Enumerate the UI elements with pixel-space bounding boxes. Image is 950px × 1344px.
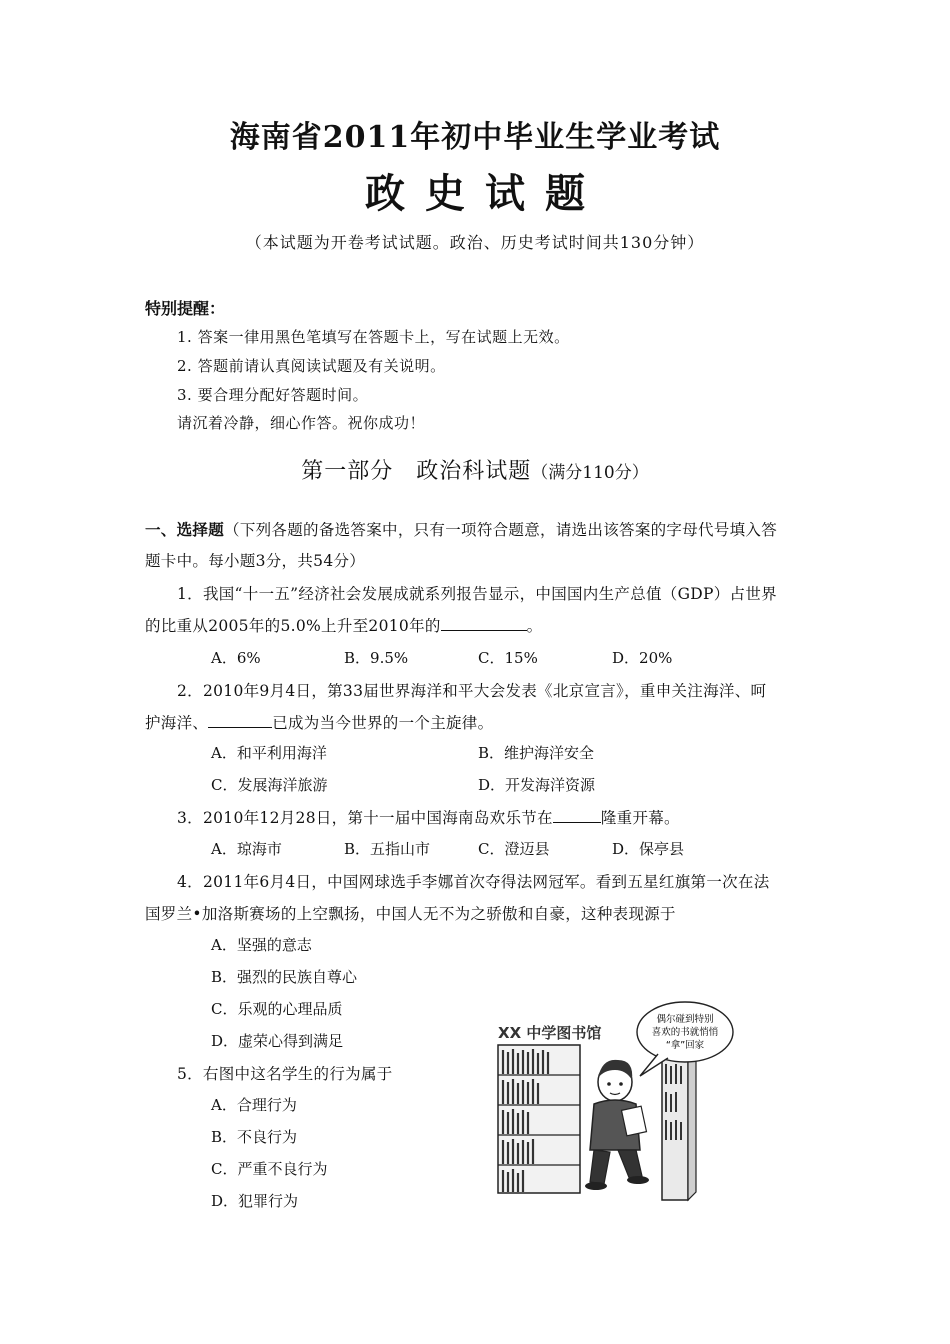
q3-line1-end: 隆重开幕。 [600,809,680,827]
q3-line1-start: 3．2010年12月28日，第十一届中国海南岛欢乐节在 [177,809,553,827]
q3-option-c: C．澄迈县 [478,840,550,858]
notice-item: 1. 答案一律用黑色笔填写在答题卡上，写在试题上无效。 [177,328,570,346]
student-figure [585,1060,649,1190]
q3-answer-blank [553,808,601,823]
q1-option-a: A．6% [211,649,261,667]
q1-line2-end: 。 [526,617,543,635]
notice-item: 3. 要合理分配好答题时间。 [177,386,369,404]
q1-line1: 1．我国“十一五”经济社会发展成就系列报告显示，中国国内生产总值（GDP）占世界 [177,585,777,603]
section-instruction: （下列各题的备选答案中，只有一项符合题意，请选出该答案的字母代号填入答 [224,521,778,539]
part-title [0,454,950,485]
left-bookshelf [498,1045,580,1193]
notice-title: 特别提醒： [145,299,226,318]
q1-option-c: C．15% [478,649,538,667]
q4-line2: 国罗兰•加洛斯赛场的上空飘扬，中国人无不为之骄傲和自豪，这种表现源于 [145,905,676,923]
q5-option-a: A．合理行为 [211,1096,297,1114]
q2-option-c: C．发展海洋旅游 [211,776,328,794]
exam-title: 海南省2011年初中毕业生学业考试 [229,120,721,155]
bubble-line3: “拿”回家 [665,1040,705,1051]
q1-line2 [145,614,542,636]
q1-line2-text: 的比重从2005年的5.0%上升至2010年的 [145,617,441,635]
q4-option-d: D．虚荣心得到满足 [211,1032,344,1050]
q3-option-a: A．琼海市 [211,840,282,858]
q2-line2-start: 护海洋、 [145,714,209,732]
exam-subtitle: （本试题为开卷考试试题。政治、历史考试时间共130分钟） [245,233,705,252]
notice-item: 请沉着冷静，细心作答。祝你成功！ [177,414,426,432]
part-title-main: 第一部分 政治科试题 [301,459,532,484]
bubble-line1: 偶尔碰到特别 [656,1014,714,1025]
q1-answer-blank [441,616,527,631]
q5-option-b: B．不良行为 [211,1128,298,1146]
part-score-note: （满分110分） [531,463,649,483]
notice-item: 2. 答题前请认真阅读试题及有关说明。 [177,357,446,375]
q5-option-d: D．犯罪行为 [211,1192,299,1210]
q2-line2-end: 已成为当今世界的一个主旋律。 [272,714,494,732]
q4-line1: 4．2011年6月4日，中国网球选手李娜首次夺得法网冠军。看到五星红旗第一次在法 [177,873,770,891]
q2-option-a: A．和平利用海洋 [211,744,327,762]
q3-option-d: D．保亭县 [612,840,685,858]
q2-option-d: D．开发海洋资源 [478,776,596,794]
q4-option-b: B．强烈的民族自尊心 [211,968,358,986]
section-instruction-line1 [145,518,777,540]
q4-option-c: C．乐观的心理品质 [211,1000,343,1018]
q4-option-a: A．坚强的意志 [211,936,312,954]
section-instruction-line2: 题卡中。每小题3分，共54分） [145,552,366,570]
q2-line1: 2．2010年9月4日，第33届世界海洋和平大会发表《北京宣言》，重申关注海洋、呵 [177,682,767,700]
section-heading: 一、选择题 [145,521,225,539]
library-cartoon-illustration [490,1000,735,1205]
q5-option-c: C．严重不良行为 [211,1160,328,1178]
q3-line1 [177,806,680,828]
library-sign: XX 中学图书馆 [498,1024,602,1042]
q5-line1: 5．右图中这名学生的行为属于 [177,1065,393,1083]
q2-line2 [145,711,493,733]
exam-subject-title: 政史试题 [365,170,605,217]
q3-option-b: B．五指山市 [344,840,431,858]
q1-option-b: B．9.5% [344,649,409,667]
q2-option-b: B．维护海洋安全 [478,744,595,762]
q1-option-d: D．20% [612,649,673,667]
bubble-line2: 喜欢的书就悄悄 [651,1027,719,1038]
q2-answer-blank [208,713,272,728]
right-bookshelf [662,1050,696,1200]
